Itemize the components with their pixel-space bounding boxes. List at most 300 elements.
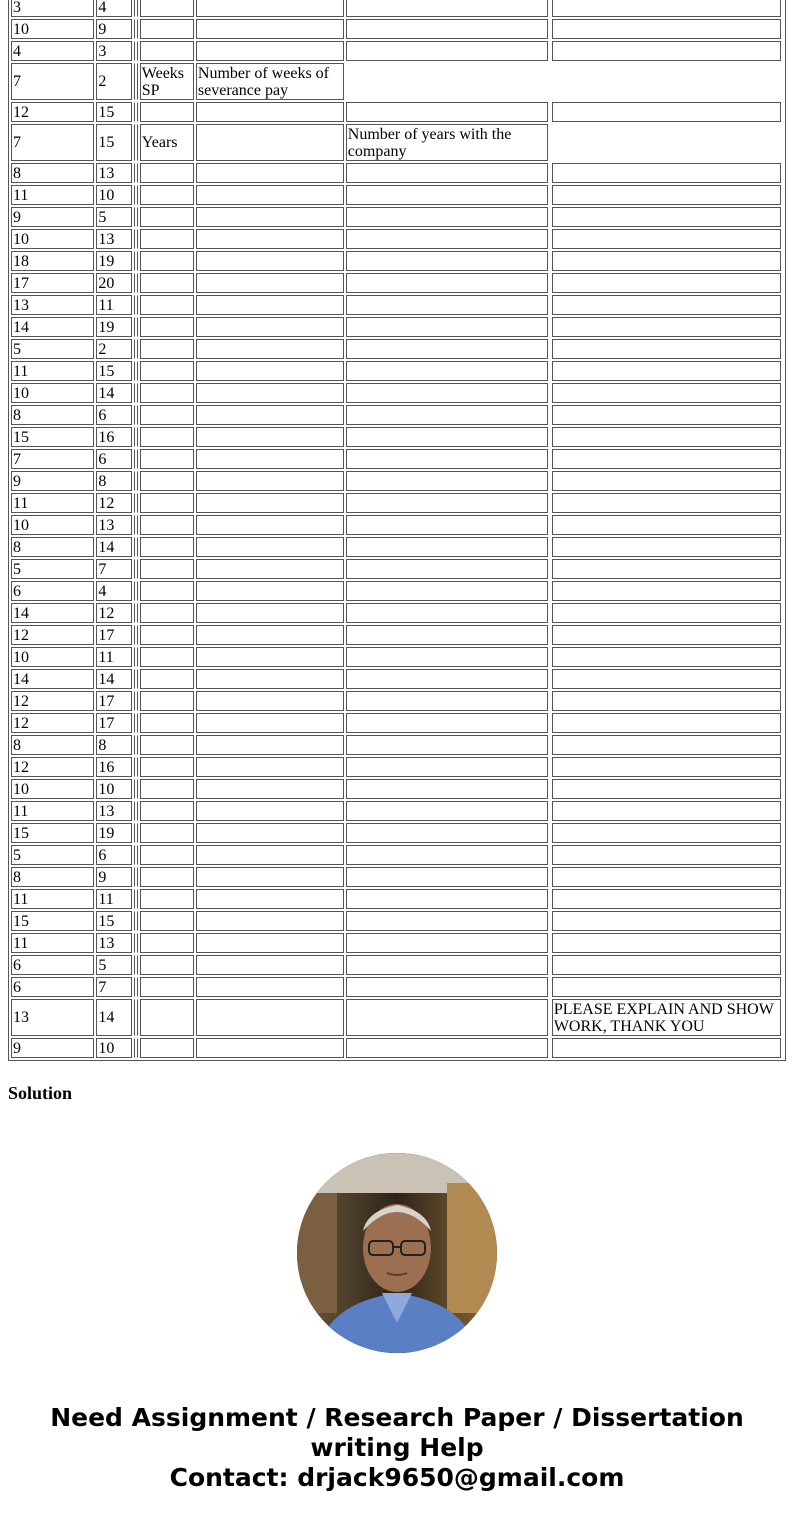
cell-empty — [137, 102, 138, 122]
cell-years-label: Years — [140, 124, 194, 161]
cell-empty — [140, 735, 194, 755]
cell-col-b: 12 — [96, 493, 131, 513]
cell-col-a: 7 — [11, 124, 94, 161]
cell-col-a: 4 — [11, 41, 94, 61]
table-row — [11, 889, 783, 909]
cell-empty — [552, 669, 781, 689]
cell-empty — [140, 515, 194, 535]
cell-empty — [140, 295, 194, 315]
cell-empty — [134, 102, 135, 122]
cell-col-b: 9 — [96, 867, 131, 887]
table-row — [11, 515, 783, 535]
promo-line-help: Need Assignment / Research Paper / Dissertation writing Help — [50, 1403, 744, 1462]
cell-empty — [196, 537, 344, 557]
cell-empty — [134, 383, 135, 403]
cell-empty — [140, 449, 194, 469]
cell-empty — [196, 779, 344, 799]
cell-empty — [137, 691, 138, 711]
table-row — [11, 581, 783, 601]
table-row — [11, 19, 783, 39]
cell-empty — [346, 823, 548, 843]
cell-empty — [137, 603, 138, 623]
cell-empty — [552, 102, 781, 122]
cell-col-b: 3 — [96, 41, 131, 61]
cell-col-b: 11 — [96, 295, 131, 315]
cell-empty — [552, 757, 781, 777]
table-row — [11, 317, 783, 337]
cell-empty — [552, 691, 781, 711]
cell-empty — [140, 317, 194, 337]
cell-empty — [134, 273, 135, 293]
cell-col-b: 13 — [96, 515, 131, 535]
cell-empty — [196, 124, 344, 161]
table-row — [11, 933, 783, 953]
cell-col-b: 7 — [96, 559, 131, 579]
cell-empty — [196, 867, 344, 887]
cell-empty — [137, 339, 138, 359]
cell-col-a: 6 — [11, 581, 94, 601]
cell-col-b: 14 — [96, 383, 131, 403]
cell-empty — [552, 911, 781, 931]
cell-empty — [137, 295, 138, 315]
table-row — [11, 427, 783, 447]
cell-empty — [346, 295, 548, 315]
cell-weeks-description: Number of weeks of severance pay — [196, 63, 344, 100]
cell-col-a: 13 — [11, 295, 94, 315]
cell-empty — [552, 801, 781, 821]
cell-col-a: 11 — [11, 185, 94, 205]
cell-empty — [552, 647, 781, 667]
cell-empty — [196, 339, 344, 359]
table-row — [11, 102, 783, 122]
cell-empty — [346, 493, 548, 513]
cell-empty — [196, 449, 344, 469]
cell-empty — [134, 185, 135, 205]
cell-empty — [346, 603, 548, 623]
cell-empty — [134, 977, 135, 997]
cell-empty — [196, 41, 344, 61]
cell-empty — [137, 405, 138, 425]
cell-empty — [134, 1038, 135, 1058]
cell-empty — [140, 603, 194, 623]
cell-empty — [552, 537, 781, 557]
cell-col-a: 12 — [11, 691, 94, 711]
cell-empty — [552, 515, 781, 535]
cell-empty — [552, 41, 781, 61]
table-row — [11, 471, 783, 491]
cell-empty — [137, 647, 138, 667]
cell-empty — [552, 163, 781, 183]
cell-empty — [552, 1038, 781, 1058]
cell-empty — [552, 779, 781, 799]
cell-col-b: 10 — [96, 185, 131, 205]
cell-empty — [346, 955, 548, 975]
cell-empty — [552, 559, 781, 579]
cell-empty — [134, 691, 135, 711]
cell-empty — [134, 933, 135, 953]
cell-col-b: 2 — [96, 63, 131, 100]
cell-empty — [134, 669, 135, 689]
cell-empty — [140, 405, 194, 425]
cell-empty — [346, 0, 548, 17]
cell-col-a: 5 — [11, 559, 94, 579]
cell-empty — [552, 207, 781, 227]
cell-empty — [134, 317, 135, 337]
cell-empty — [196, 229, 344, 249]
cell-empty — [140, 102, 194, 122]
cell-col-a: 5 — [11, 845, 94, 865]
cell-empty — [346, 471, 548, 491]
cell-empty — [552, 471, 781, 491]
cell-empty — [134, 757, 135, 777]
cell-col-a: 8 — [11, 867, 94, 887]
cell-empty — [346, 229, 548, 249]
table-row — [11, 295, 783, 315]
cell-col-a: 15 — [11, 911, 94, 931]
cell-empty — [137, 317, 138, 337]
cell-empty — [552, 713, 781, 733]
cell-col-a: 11 — [11, 493, 94, 513]
table-row — [11, 383, 783, 403]
cell-empty — [134, 251, 135, 271]
cell-empty — [140, 647, 194, 667]
cell-empty — [134, 124, 135, 161]
cell-empty — [140, 251, 194, 271]
cell-empty — [140, 207, 194, 227]
cell-col-b: 5 — [96, 955, 131, 975]
cell-empty — [134, 801, 135, 821]
cell-empty — [346, 757, 548, 777]
cell-empty — [134, 625, 135, 645]
cell-empty — [140, 625, 194, 645]
cell-col-a: 6 — [11, 977, 94, 997]
cell-col-a: 10 — [11, 515, 94, 535]
cell-empty — [134, 515, 135, 535]
cell-empty — [346, 669, 548, 689]
author-avatar — [297, 1153, 497, 1353]
cell-col-b: 12 — [96, 603, 131, 623]
cell-empty — [346, 41, 548, 61]
cell-empty — [196, 757, 344, 777]
table-row — [11, 229, 783, 249]
cell-empty — [196, 471, 344, 491]
cell-empty — [196, 845, 344, 865]
cell-empty — [196, 251, 344, 271]
cell-col-a: 11 — [11, 801, 94, 821]
cell-empty — [137, 581, 138, 601]
cell-empty — [137, 124, 138, 161]
cell-col-a: 13 — [11, 999, 94, 1036]
cell-empty — [552, 251, 781, 271]
cell-col-a: 8 — [11, 537, 94, 557]
cell-empty — [134, 955, 135, 975]
cell-col-b: 8 — [96, 735, 131, 755]
cell-empty — [140, 0, 194, 17]
table-row — [11, 207, 783, 227]
cell-empty — [140, 867, 194, 887]
cell-empty — [140, 757, 194, 777]
cell-empty — [134, 559, 135, 579]
table-row — [11, 801, 783, 821]
cell-empty — [196, 383, 344, 403]
table-row — [11, 185, 783, 205]
cell-empty — [137, 955, 138, 975]
cell-empty — [137, 999, 138, 1036]
cell-col-b: 6 — [96, 845, 131, 865]
cell-empty — [134, 911, 135, 931]
cell-empty — [140, 185, 194, 205]
cell-empty — [346, 889, 548, 909]
table-row — [11, 405, 783, 425]
cell-empty — [346, 625, 548, 645]
cell-empty — [196, 405, 344, 425]
table-row — [11, 41, 783, 61]
cell-empty — [134, 713, 135, 733]
cell-empty — [196, 889, 344, 909]
cell-empty — [346, 1038, 548, 1058]
cell-col-a: 10 — [11, 779, 94, 799]
table-row — [11, 63, 783, 100]
table-row — [11, 911, 783, 931]
cell-empty — [137, 251, 138, 271]
cell-empty — [196, 977, 344, 997]
cell-empty — [196, 713, 344, 733]
cell-col-a: 12 — [11, 102, 94, 122]
table-row — [11, 867, 783, 887]
cell-empty — [140, 581, 194, 601]
cell-empty — [196, 933, 344, 953]
cell-empty — [134, 427, 135, 447]
cell-col-a: 12 — [11, 757, 94, 777]
cell-col-a: 14 — [11, 669, 94, 689]
cell-empty — [140, 229, 194, 249]
cell-empty — [140, 339, 194, 359]
cell-empty — [140, 537, 194, 557]
cell-col-a: 12 — [11, 713, 94, 733]
cell-empty — [552, 19, 781, 39]
cell-col-b: 13 — [96, 801, 131, 821]
cell-empty — [137, 185, 138, 205]
cell-empty — [137, 559, 138, 579]
cell-col-a: 7 — [11, 63, 94, 100]
cell-col-b: 10 — [96, 779, 131, 799]
cell-empty — [346, 713, 548, 733]
cell-empty — [137, 41, 138, 61]
cell-empty — [137, 493, 138, 513]
cell-col-a: 15 — [11, 823, 94, 843]
cell-empty — [134, 603, 135, 623]
cell-empty — [552, 581, 781, 601]
cell-empty — [196, 603, 344, 623]
cell-empty — [552, 361, 781, 381]
cell-empty — [140, 933, 194, 953]
cell-empty — [552, 339, 781, 359]
cell-empty — [552, 933, 781, 953]
cell-empty — [137, 383, 138, 403]
cell-empty — [134, 647, 135, 667]
cell-empty — [137, 63, 138, 100]
table-row — [11, 1038, 783, 1058]
cell-empty — [134, 823, 135, 843]
cell-empty — [134, 581, 135, 601]
table-row — [11, 823, 783, 843]
cell-years-description: Number of years with the company — [346, 124, 548, 161]
cell-empty — [346, 933, 548, 953]
cell-empty — [137, 515, 138, 535]
cell-empty — [346, 449, 548, 469]
cell-empty — [140, 845, 194, 865]
cell-col-b: 15 — [96, 361, 131, 381]
cell-empty — [346, 735, 548, 755]
cell-col-b: 6 — [96, 405, 131, 425]
cell-col-b: 9 — [96, 19, 131, 39]
cell-col-a: 11 — [11, 889, 94, 909]
cell-empty — [140, 383, 194, 403]
cell-empty — [140, 779, 194, 799]
cell-empty — [552, 229, 781, 249]
cell-col-b: 11 — [96, 647, 131, 667]
cell-empty — [137, 713, 138, 733]
cell-empty — [134, 19, 135, 39]
cell-empty — [140, 41, 194, 61]
cell-empty — [346, 867, 548, 887]
cell-empty — [134, 229, 135, 249]
cell-empty — [196, 295, 344, 315]
cell-empty — [140, 713, 194, 733]
table-row — [11, 339, 783, 359]
table-row — [11, 625, 783, 645]
cell-empty — [134, 735, 135, 755]
cell-empty — [140, 19, 194, 39]
cell-empty — [346, 163, 548, 183]
cell-empty — [137, 801, 138, 821]
cell-empty — [552, 889, 781, 909]
table-row — [11, 163, 783, 183]
cell-empty — [196, 515, 344, 535]
cell-empty — [196, 317, 344, 337]
cell-empty — [140, 163, 194, 183]
cell-empty — [346, 19, 548, 39]
cell-empty — [552, 955, 781, 975]
cell-col-b: 15 — [96, 102, 131, 122]
cell-col-a: 5 — [11, 339, 94, 359]
table-row — [11, 124, 783, 161]
cell-empty — [196, 999, 344, 1036]
cell-empty — [137, 537, 138, 557]
cell-col-b: 19 — [96, 317, 131, 337]
cell-col-a: 10 — [11, 19, 94, 39]
table-row — [11, 955, 783, 975]
cell-empty — [196, 735, 344, 755]
cell-col-a: 12 — [11, 625, 94, 645]
cell-empty — [552, 867, 781, 887]
avatar-portrait-icon — [297, 1153, 497, 1353]
table-row — [11, 361, 783, 381]
cell-empty — [196, 102, 344, 122]
table-row — [11, 493, 783, 513]
cell-empty — [140, 977, 194, 997]
cell-empty — [196, 163, 344, 183]
cell-empty — [196, 625, 344, 645]
cell-empty — [346, 361, 548, 381]
cell-empty — [552, 625, 781, 645]
cell-empty — [137, 0, 138, 17]
cell-col-b: 4 — [96, 581, 131, 601]
cell-empty — [137, 867, 138, 887]
cell-empty — [134, 339, 135, 359]
cell-empty — [346, 251, 548, 271]
cell-empty — [552, 0, 781, 17]
cell-empty — [196, 801, 344, 821]
table-row — [11, 757, 783, 777]
cell-empty — [346, 317, 548, 337]
cell-empty — [137, 889, 138, 909]
cell-col-b: 2 — [96, 339, 131, 359]
cell-empty — [346, 273, 548, 293]
cell-empty — [552, 845, 781, 865]
cell-col-a: 3 — [11, 0, 94, 17]
cell-instruction-note: PLEASE EXPLAIN AND SHOW WORK, THANK YOU — [552, 999, 781, 1036]
cell-empty — [137, 735, 138, 755]
cell-empty — [552, 493, 781, 513]
cell-empty — [134, 295, 135, 315]
cell-empty — [552, 977, 781, 997]
cell-empty — [134, 779, 135, 799]
cell-col-a: 10 — [11, 383, 94, 403]
cell-empty — [137, 207, 138, 227]
cell-empty — [140, 427, 194, 447]
cell-empty — [137, 1038, 138, 1058]
cell-empty — [552, 449, 781, 469]
cell-empty — [196, 581, 344, 601]
cell-empty — [346, 427, 548, 447]
promo-line-contact: Contact: drjack9650@gmail.com — [169, 1463, 625, 1492]
data-table — [8, 0, 786, 1061]
cell-col-a: 9 — [11, 471, 94, 491]
cell-empty — [137, 163, 138, 183]
cell-col-b: 14 — [96, 537, 131, 557]
cell-empty — [346, 999, 548, 1036]
cell-empty — [137, 757, 138, 777]
table-row — [11, 449, 783, 469]
cell-col-a: 14 — [11, 317, 94, 337]
cell-empty — [140, 889, 194, 909]
cell-empty — [134, 471, 135, 491]
cell-empty — [140, 361, 194, 381]
promo-banner — [0, 1403, 794, 1493]
cell-weeks-label: Weeks SP — [140, 63, 194, 100]
table-row — [11, 537, 783, 557]
cell-col-b: 14 — [96, 669, 131, 689]
cell-empty — [552, 383, 781, 403]
cell-empty — [137, 471, 138, 491]
cell-col-a: 11 — [11, 361, 94, 381]
cell-empty — [137, 19, 138, 39]
cell-empty — [346, 559, 548, 579]
cell-empty — [196, 427, 344, 447]
cell-empty — [140, 955, 194, 975]
cell-col-a: 8 — [11, 163, 94, 183]
cell-col-b: 10 — [96, 1038, 131, 1058]
cell-empty — [346, 691, 548, 711]
cell-empty — [134, 405, 135, 425]
cell-empty — [196, 691, 344, 711]
cell-col-b: 7 — [96, 977, 131, 997]
cell-empty — [552, 427, 781, 447]
cell-empty — [137, 779, 138, 799]
cell-col-b: 17 — [96, 691, 131, 711]
cell-empty — [346, 647, 548, 667]
